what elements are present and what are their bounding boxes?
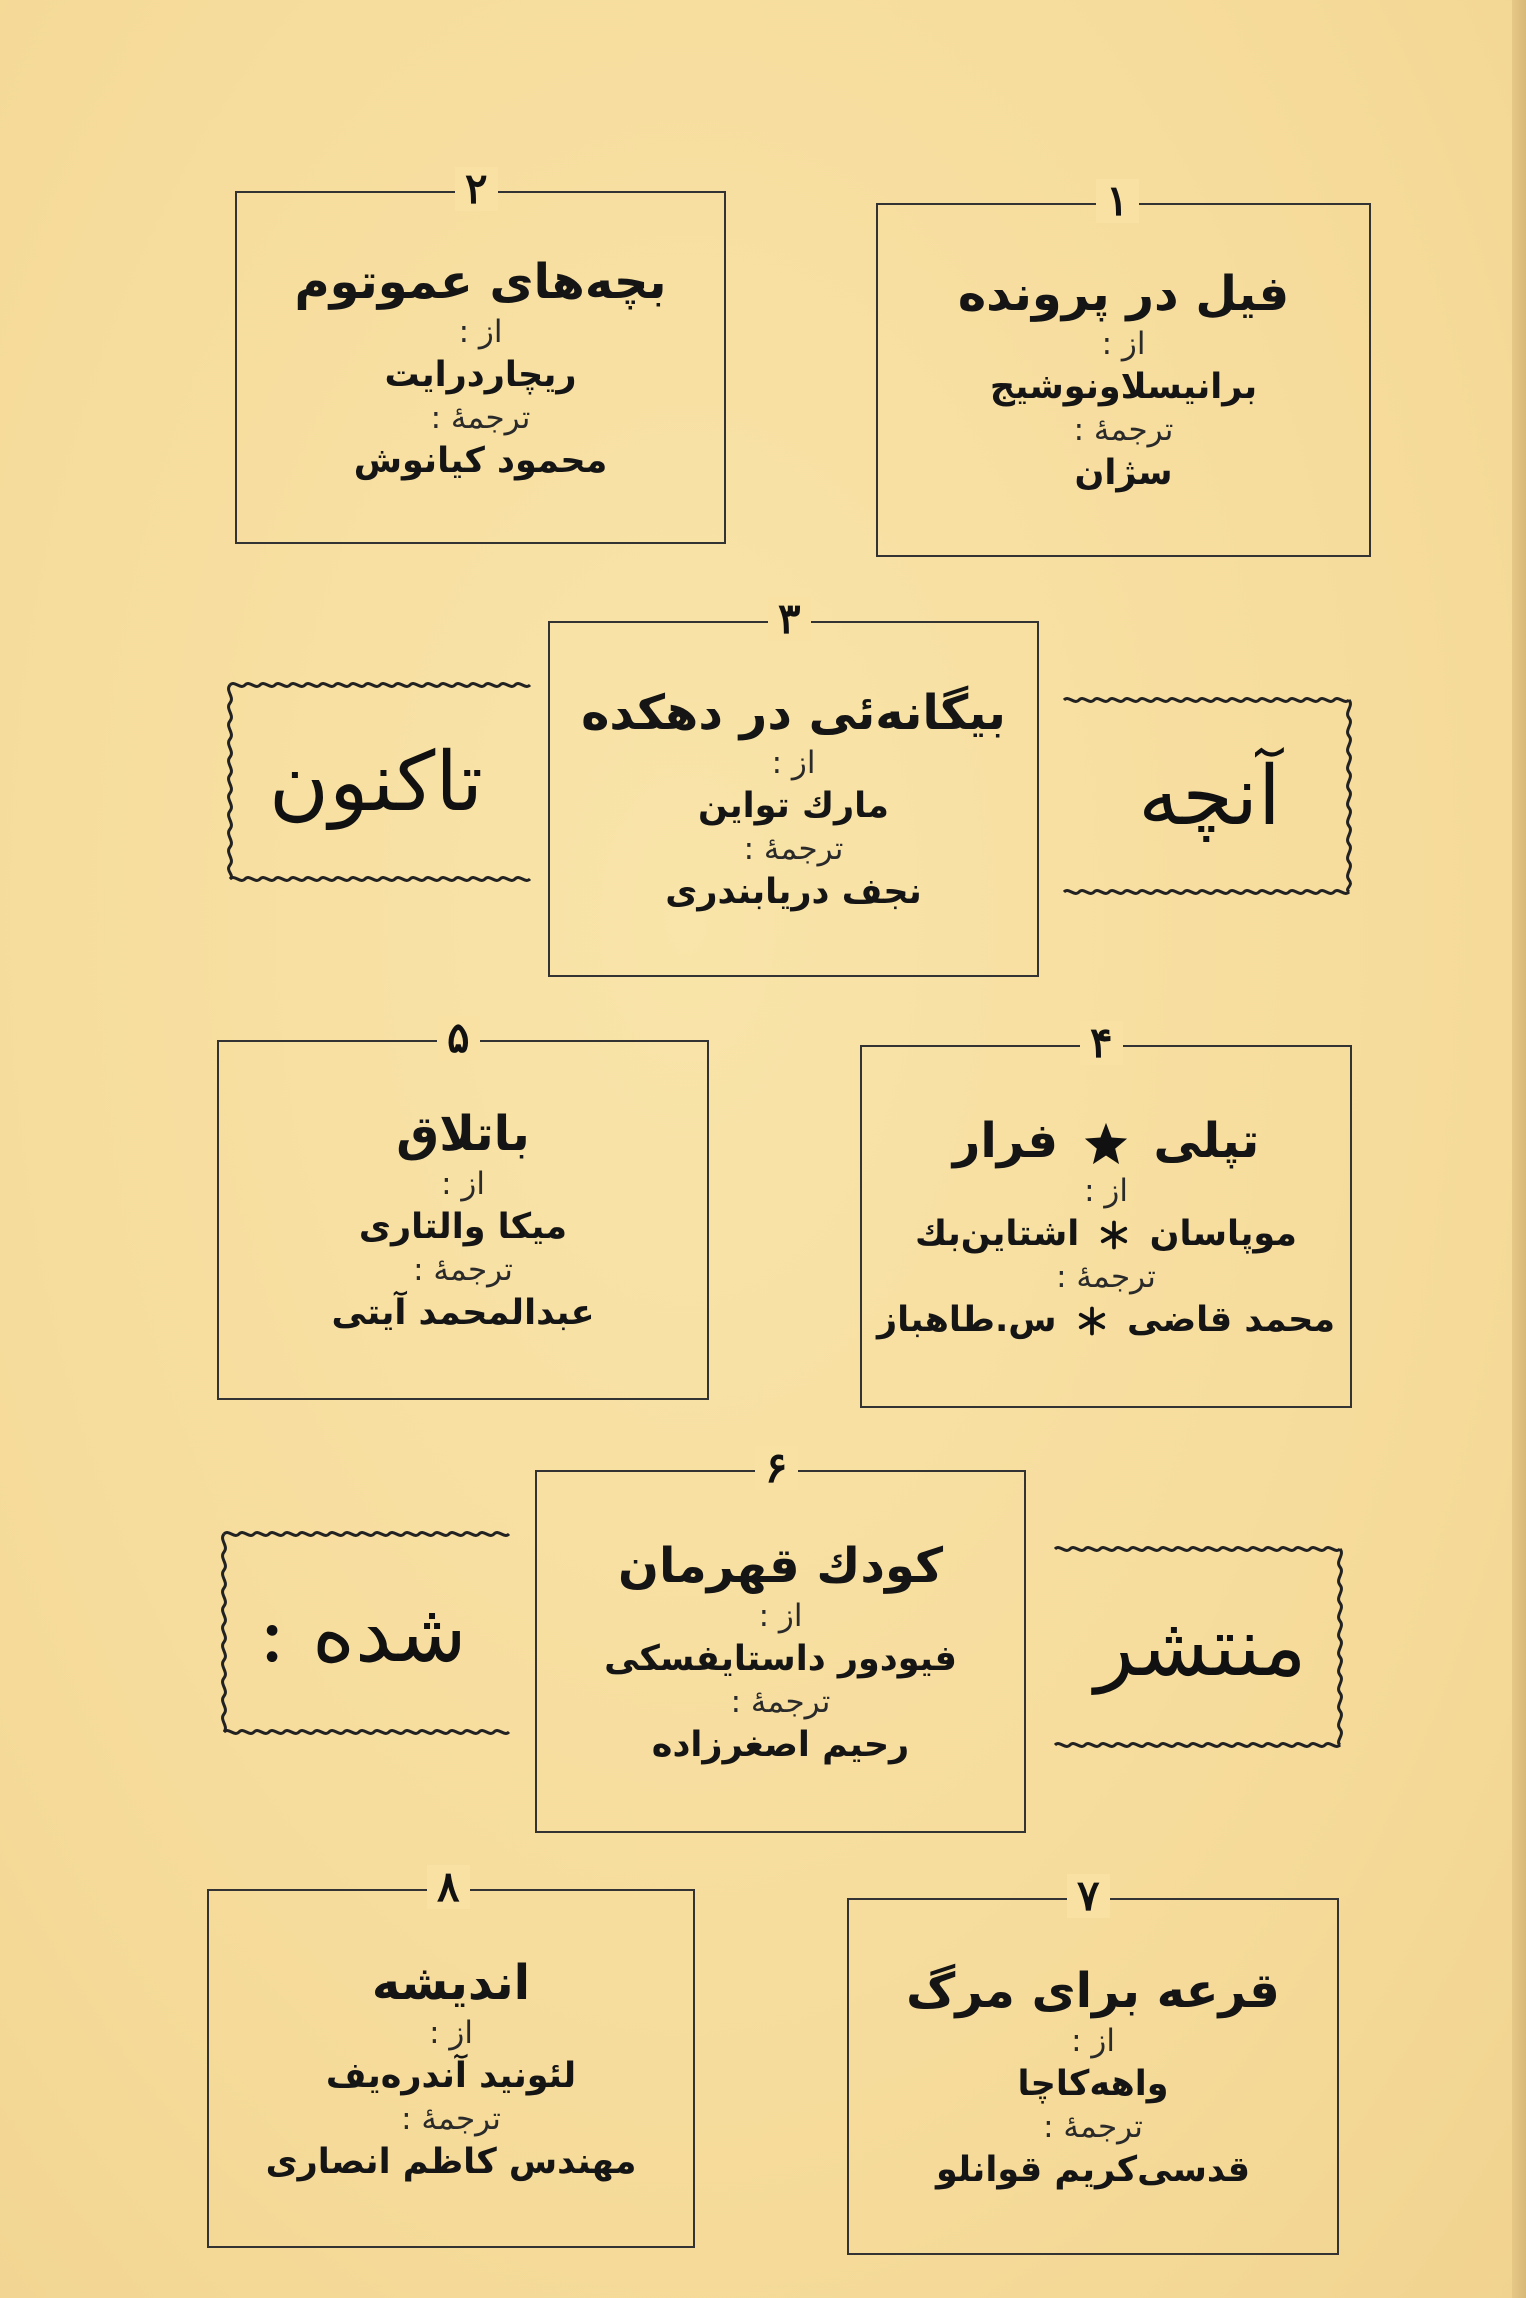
- book-card-3: [548, 594, 1039, 977]
- book-number-5: ۵: [437, 1016, 480, 1060]
- asterisk-icon: [1099, 1220, 1129, 1250]
- book-translator-7: قدسی‌کریم قوانلو: [935, 2149, 1251, 2190]
- book-title-6: کودك قهرمان: [617, 1537, 944, 1594]
- book-title-1: فیل در پرونده: [957, 266, 1290, 322]
- book-author-4-right: موپاسان: [1149, 1213, 1297, 1254]
- translation-label-7: ترجمهٔ :: [1043, 2108, 1143, 2145]
- banner-text-left-bottom: شده :: [258, 1585, 467, 1681]
- banner-text-right-bottom: منتشر: [1094, 1599, 1307, 1695]
- book-title-4-right: تپلی: [1153, 1112, 1260, 1169]
- book-author-3: مارك تواین: [698, 786, 889, 826]
- book-author-4: [915, 1210, 1297, 1258]
- from-label-1: از :: [1101, 326, 1146, 362]
- book-title-3: بیگانه‌ئی در دهکده: [581, 685, 1006, 741]
- book-number-2: ۲: [455, 167, 498, 211]
- banner-text-left-top: تاکنون: [268, 734, 484, 830]
- book-title-2: بچه‌های عموتوم: [294, 253, 667, 310]
- book-title-8: اندیشه: [371, 1954, 531, 2011]
- book-title-4: [953, 1110, 1260, 1172]
- book-author-5: میکا والتاری: [358, 1207, 568, 1247]
- book-number-1: ۱: [1096, 179, 1139, 223]
- banner-left-bottom: [216, 1526, 509, 1740]
- from-label-2: از :: [458, 313, 503, 350]
- book-author-6: فیودور داستایفسکی: [604, 1638, 957, 1679]
- book-author-8: لئونید آندره‌یف: [325, 2055, 577, 2096]
- book-title-7: قرعه برای مرگ: [906, 1962, 1280, 2019]
- book-title-5: باتلاق: [396, 1106, 530, 1162]
- asterisk-icon: [1077, 1306, 1107, 1336]
- translation-label-1: ترجمهٔ :: [1073, 412, 1174, 448]
- book-author-7: واهه‌کاچا: [1017, 2063, 1169, 2104]
- page-edge: [1512, 0, 1526, 2298]
- translation-label-6: ترجمهٔ :: [730, 1683, 831, 1720]
- book-card-5: [217, 1013, 709, 1400]
- banner-right-top: [1064, 692, 1355, 900]
- book-card-8: [207, 1862, 695, 2248]
- book-number-6: ۶: [755, 1446, 798, 1490]
- book-number-3: ۳: [768, 597, 811, 641]
- book-card-6: [535, 1443, 1026, 1833]
- from-label-3: از :: [771, 745, 816, 781]
- book-author-1: برانیسلاونوشیج: [989, 367, 1258, 407]
- translation-label-3: ترجمهٔ :: [743, 831, 844, 867]
- from-label-8: از :: [429, 2014, 473, 2051]
- book-translator-4-left: س.طاهباز: [877, 1299, 1057, 1340]
- book-translator-4: [877, 1296, 1335, 1344]
- book-card-4: [860, 1018, 1352, 1408]
- from-label-5: از :: [441, 1166, 485, 1202]
- book-translator-4-right: محمد قاضی: [1126, 1299, 1335, 1340]
- book-number-7: ۷: [1067, 1874, 1110, 1918]
- book-card-1: [876, 176, 1371, 557]
- book-translator-1: سژان: [1074, 453, 1173, 493]
- banner-right-bottom: [1055, 1541, 1346, 1753]
- from-label-6: از :: [758, 1597, 803, 1634]
- book-translator-3: نجف دریابندری: [665, 872, 922, 912]
- translation-label-4: ترجمهٔ :: [1056, 1258, 1156, 1295]
- translation-label-8: ترجمهٔ :: [401, 2100, 501, 2137]
- banner-text-right-top: آنچه: [1138, 748, 1281, 844]
- book-number-4: ۴: [1080, 1021, 1123, 1065]
- book-card-7: [847, 1871, 1339, 2255]
- book-author-4-left: اشتاین‌بك: [915, 1213, 1080, 1254]
- book-author-2: ریچاردرایت: [384, 354, 577, 395]
- book-card-2: [235, 164, 726, 544]
- book-translator-5: عبدالمحمد آیتی: [331, 1293, 595, 1333]
- book-number-8: ۸: [427, 1865, 470, 1909]
- from-label-4: از :: [1084, 1172, 1128, 1209]
- banner-left-top: [222, 677, 530, 887]
- translation-label-5: ترجمهٔ :: [413, 1252, 513, 1288]
- book-translator-8: مهندس کاظم انصاری: [265, 2141, 637, 2182]
- book-translator-6: رحیم اصغرزاده: [651, 1724, 910, 1765]
- from-label-7: از :: [1071, 2022, 1115, 2059]
- translation-label-2: ترجمهٔ :: [430, 399, 531, 436]
- book-translator-2: محمود کیانوش: [353, 440, 608, 481]
- star-icon: [1083, 1121, 1129, 1167]
- book-title-4-left: فرار: [952, 1112, 1059, 1169]
